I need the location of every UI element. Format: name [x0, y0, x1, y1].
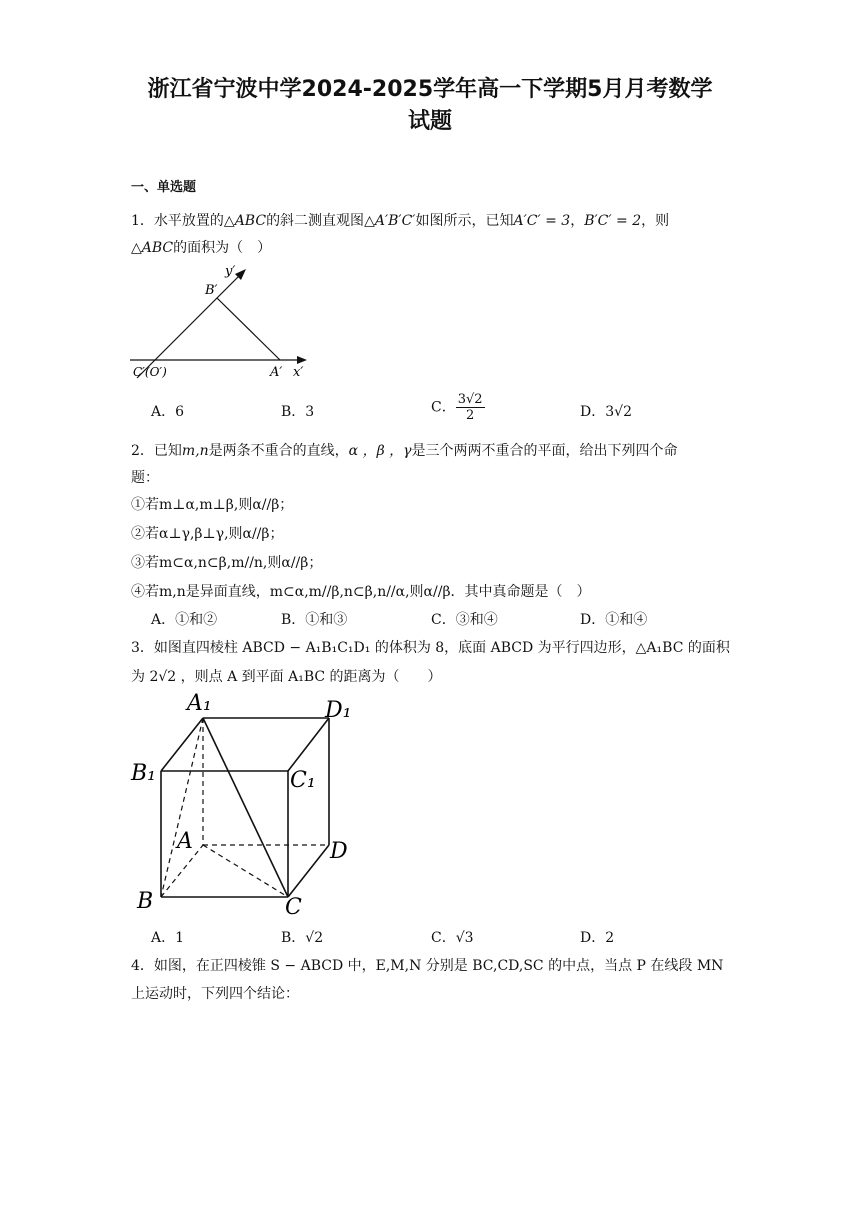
q4-stem-line-1: 4．如图，在正四棱锥 S − ABCD 中，E,M,N 分别是 BC,CD,SC 的中点，当点 P 在线段 MN [131, 958, 724, 974]
q1-triangle-prime: △A′B′C′ [364, 213, 416, 229]
q3-option-c [431, 927, 474, 947]
q2-option-c: C．③和④ [431, 612, 498, 628]
q2-option-b: B．①和③ [281, 612, 348, 628]
q3-option-c-value: √3 [455, 930, 474, 946]
q3-stem-line-1: 3．如图直四棱柱 ABCD − A₁B₁C₁D₁ 的体积为 8，底面 ABCD 为平行四边形，△A₁BC 的面积 [131, 640, 730, 656]
q1-option-d-prefix: D． [580, 404, 606, 420]
q2-lines-mn: m,n [181, 443, 209, 459]
q1-option-d-value: 3√2 [605, 404, 632, 420]
q1-option-b: B．3 [281, 404, 315, 420]
q2-option-d: D．①和④ [580, 612, 648, 628]
q2-stem-line-1 [131, 440, 678, 460]
q1-ac-length: A′C′ = 3 [513, 213, 571, 229]
q3-option-a: A．1 [151, 930, 185, 946]
document-title [100, 74, 760, 138]
q1-text-d: ， [570, 213, 585, 229]
label-a: A′ [270, 365, 283, 380]
title-line-2: 试题 [407, 109, 452, 134]
q3-option-b-value: √2 [305, 930, 324, 946]
q1-stem-line-2 [131, 237, 271, 257]
q1-stem-line-1 [131, 210, 669, 230]
q2-text-c: 是三个两两不重合的平面，给出下列四个命 [411, 443, 678, 459]
fraction-denominator: 2 [465, 408, 475, 423]
q2-text-a: 2．已知 [131, 443, 182, 459]
q4-stem-line-2: 上运动时，下列四个结论： [131, 986, 299, 1002]
q3-option-c-prefix: C． [431, 930, 456, 946]
q1-text-b: 的斜二测直观图 [266, 213, 365, 229]
label-x: x′ [293, 365, 304, 380]
label-d1: D₁ [325, 698, 352, 723]
q1-bc-length: B′C′ = 2 [584, 213, 642, 229]
q1-option-c-prefix: C． [431, 399, 456, 416]
q1-text-f: 的面积为（ ） [173, 240, 272, 256]
q3-prism-figure [125, 690, 365, 920]
q1-option-c [431, 392, 485, 423]
q1-option-d [580, 401, 632, 421]
q1-text-c: 如图所示，已知 [415, 213, 514, 229]
edge-c1d1 [288, 718, 329, 771]
q2-text-b: 是两条不重合的直线， [208, 443, 349, 459]
q2-statement-4: ④若m,n是异面直线，m⊂α,m//β,n⊂β,n//α,则α//β．其中真命题是（ ） [131, 584, 591, 600]
label-b1: B₁ [131, 761, 156, 786]
q2-statement-2: ②若α⊥γ,β⊥γ,则α//β； [131, 526, 284, 542]
q1-text-e: ，则 [641, 213, 670, 229]
segment-ba [217, 298, 280, 360]
q2-stem-line-2: 题： [131, 470, 159, 486]
q1-triangle-abc: △ABC [223, 213, 267, 229]
q1-option-a: A．6 [151, 404, 185, 420]
q3-option-b [281, 927, 323, 947]
label-y: y′ [225, 264, 236, 279]
label-a1: A₁ [187, 691, 212, 716]
q1-text-a: 1．水平放置的 [131, 213, 224, 229]
label-c: C′(O′) [133, 365, 167, 379]
y-axis [137, 275, 240, 378]
label-c1: C₁ [290, 768, 316, 793]
q1-figure [125, 260, 325, 385]
section-heading: 一、单选题 [131, 180, 197, 195]
label-a: A [177, 829, 193, 854]
title-line-1: 浙江省宁波中学2024-2025学年高一下学期5月月考数学 [147, 77, 713, 102]
q1-option-c-fraction [456, 392, 485, 423]
q3-stem-line-2: 为 2√2 ，则点 A 到平面 A₁BC 的距离为（ ） [131, 669, 442, 685]
label-d: D [330, 839, 348, 864]
fraction-numerator: 3√2 [457, 392, 483, 407]
q1-triangle-abc-2: △ABC [131, 240, 174, 256]
x-axis-arrow [297, 356, 307, 364]
edge-a1c [203, 718, 288, 897]
label-b: B [137, 889, 154, 914]
q3-option-d: D．2 [580, 930, 615, 946]
label-c: C [285, 895, 302, 920]
q3-option-b-prefix: B． [281, 930, 306, 946]
edge-cd [288, 845, 329, 897]
q2-planes: α ，β ，γ [348, 443, 412, 459]
q2-statement-3: ③若m⊂α,n⊂β,m//n,则α//β； [131, 555, 323, 571]
q2-statement-1: ①若m⊥α,m⊥β,则α//β； [131, 497, 294, 513]
label-b: B′ [205, 283, 218, 298]
q2-option-a: A．①和② [151, 612, 218, 628]
